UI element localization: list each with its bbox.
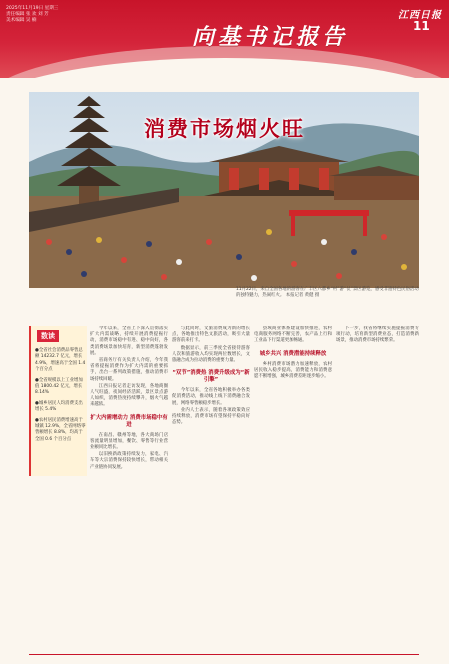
- headline: 消费市场烟火旺: [144, 116, 305, 141]
- page-number: 11: [413, 19, 430, 33]
- paragraph: 今年以来，全省各地积极举办各类促消费活动，推动线上线下消费融合发展，网络零售额稳步增长。: [172, 388, 250, 406]
- footer-rule: [29, 654, 419, 655]
- paragraph: 业内人士表示，随着各项政策效应持续释放，消费市场有望保持平稳向好态势。: [172, 407, 250, 426]
- paragraph: 与此同时，文旅消费成为新的增长点，各地推出特色文旅活动，吸引大量游客前来打卡。: [172, 326, 250, 344]
- caption-text: 11月22日，来自全国各地的游客在广丰区六都乡“村”游“仗”景区游览，感受非遗特色民俗活动的独特魅力，热闹红火。: [236, 287, 419, 298]
- issue-date: 2025年11月19日 星期三: [6, 6, 59, 11]
- editor-credit: 责任编辑 张 欢 刘 芳: [6, 12, 49, 18]
- masthead: [0, 0, 449, 78]
- subhead: 扩大内需增动力 消费市场稳中有进: [90, 414, 168, 428]
- paragraph: 下一步，我省将继续实施提振消费专项行动，培育新型消费业态，打造消费新场景，推动消费市场持续繁荣。: [336, 326, 419, 344]
- subhead: 城乡共兴 消费潜能持续释放: [259, 350, 327, 357]
- design-credit: 美术编辑 吴 楠: [6, 18, 37, 24]
- section-title: 向基书记报告: [192, 24, 349, 50]
- paragraph: 省商务厅有关负责人介绍，今年我省将提振消费作为扩大内需的重要抓手，出台一系列政策措施，推动消费市场持续回暖。: [90, 358, 168, 382]
- data-item: ●全省社会消费品零售总额 14232.7 亿元，增长 4.9%，增速高于全国 1.4 个百分点: [35, 348, 86, 373]
- data-tag: 数读: [37, 330, 59, 342]
- caption-credit: 本报记者 黄健 摄: [285, 293, 320, 298]
- paragraph: 数据显示，前三季度全省接待游客人次和旅游收入均实现两位数增长，文旅融合成为拉动消费的重要力量。: [172, 345, 250, 364]
- data-item: ●城乡居民人均消费支出增长 5.4%: [35, 400, 83, 413]
- paragraph: 江西日报记者走访发现，各地商圈人气旺盛，夜间经济活跃，景区景点游人如织，消费热度持续攀升，烟火气越来越浓。: [90, 383, 168, 408]
- paragraph: 今年以来，全省上下深入贯彻落实扩大内需战略，持续开展消费提振行动，消费市场稳中有进、稳中向好，各类消费场景加快培育，新型消费蓬勃发展。: [90, 326, 168, 356]
- photo-caption: [236, 287, 419, 299]
- paragraph: 在南昌、赣州等地，各大商场门店客流量明显增加，餐饮、零售等行业营业额同比增长。: [90, 432, 168, 451]
- column-3: [254, 326, 332, 651]
- issue-meta: [6, 6, 58, 25]
- data-sidebar: [29, 326, 87, 476]
- data-item: ●全省规模以上工业增加值 1800.42 亿元，增长 8.14%: [35, 377, 83, 396]
- paragraph: 乡村消费市场潜力加速释放，农村居民收入稳步提高，消费能力和消费意愿不断增强，城乡消费差距逐步缩小。: [254, 361, 332, 380]
- paragraph: 以旧换新政策持续发力，家电、汽车等大宗消费保持较快增长，带动相关产业链协同发展。: [90, 452, 168, 470]
- newspaper-logo: 江西日报: [398, 10, 442, 21]
- paragraph: 县域商业体系建设加快推进，农村电商服务网络不断完善，农产品上行和工业品下行渠道更加畅通。: [254, 326, 332, 344]
- column-2: [172, 326, 250, 651]
- column-4: [336, 326, 419, 651]
- data-item: ●农村居民消费增速高于城镇 12.9%，全省网络零售额增长 8.8%，均高于全国 0.6 个百分点: [35, 417, 86, 442]
- data-list: [35, 348, 87, 447]
- column-1: [90, 326, 168, 651]
- subhead: “双节”消费热 消费升级成为“新引擎”: [172, 370, 250, 384]
